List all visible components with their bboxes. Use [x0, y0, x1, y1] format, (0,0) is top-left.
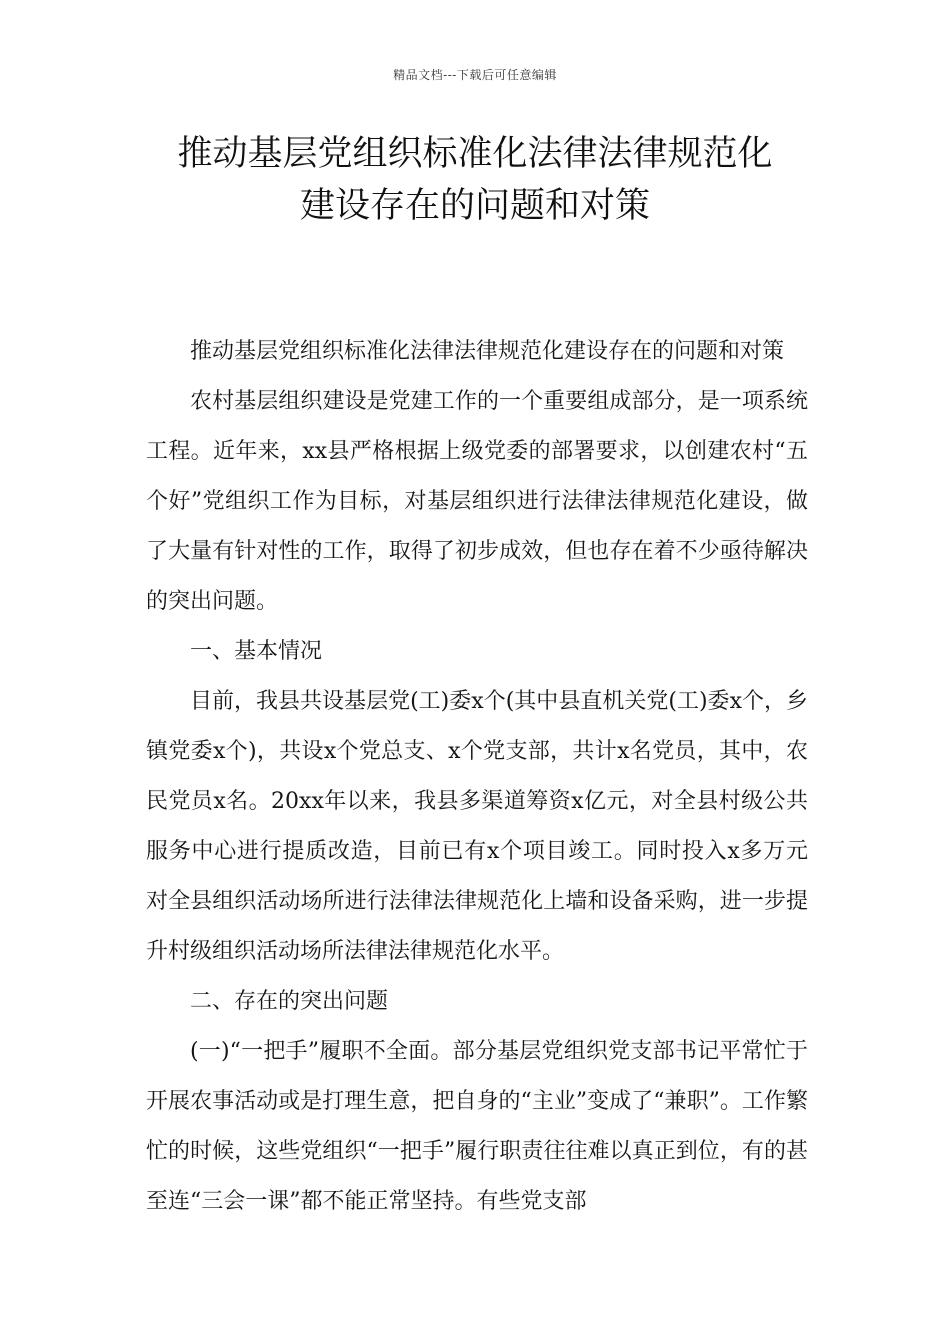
paragraph-intro: 农村基层组织建设是党建工作的一个重要组成部分，是一项系统工程。近年来，xx县严格根据上级党委的部署要求，以创建农村“五个好”党组织工作为目标，对基层组织进行法律法律规范化建设，做了大量有针对性的工作，取得了初步成效，但也存在着不少亟待解决的突出问题。	[146, 389, 808, 614]
section-heading-basic-situation: 一、基本情况	[190, 639, 323, 664]
document-title	[0, 128, 950, 232]
document-title-line-2: 建设存在的问题和对策	[299, 186, 650, 226]
paragraph-basic-situation: 目前，我县共设基层党(工)委x个(其中县直机关党(工)委x个，乡镇党委x个)，共设x个党总支、x个党支部，共计x名党员，其中，农民党员x名。20xx年以来，我县多渠道筹资x亿元，对全县村级公共服务中心进行提质改造，目前已有x个项目竣工。同时投入x多万元对全县组织活动场所进行法律法律规范化上墙和设备采购，进一步提升村级组织活动场所法律法律规范化水平。	[146, 689, 808, 964]
paragraph-problem-1: (一)“一把手”履职不全面。部分基层党组织党支部书记平常忙于开展农事活动或是打理生意，把自身的“主业”变成了“兼职”。工作繁忙的时候，这些党组织“一把手”履行职责往往难以真正到位，有的甚至连“三会一课”都不能正常坚持。有些党支部	[146, 1039, 808, 1214]
paragraph-subtitle: 推动基层党组织标准化法律法律规范化建设存在的问题和对策	[190, 339, 785, 364]
header-note: 精品文档---下载后可任意编辑	[393, 68, 557, 82]
document-title-line-1: 推动基层党组织标准化法律法律规范化	[177, 134, 773, 174]
section-heading-problems: 二、存在的突出问题	[190, 989, 389, 1014]
document-body	[146, 327, 808, 1227]
